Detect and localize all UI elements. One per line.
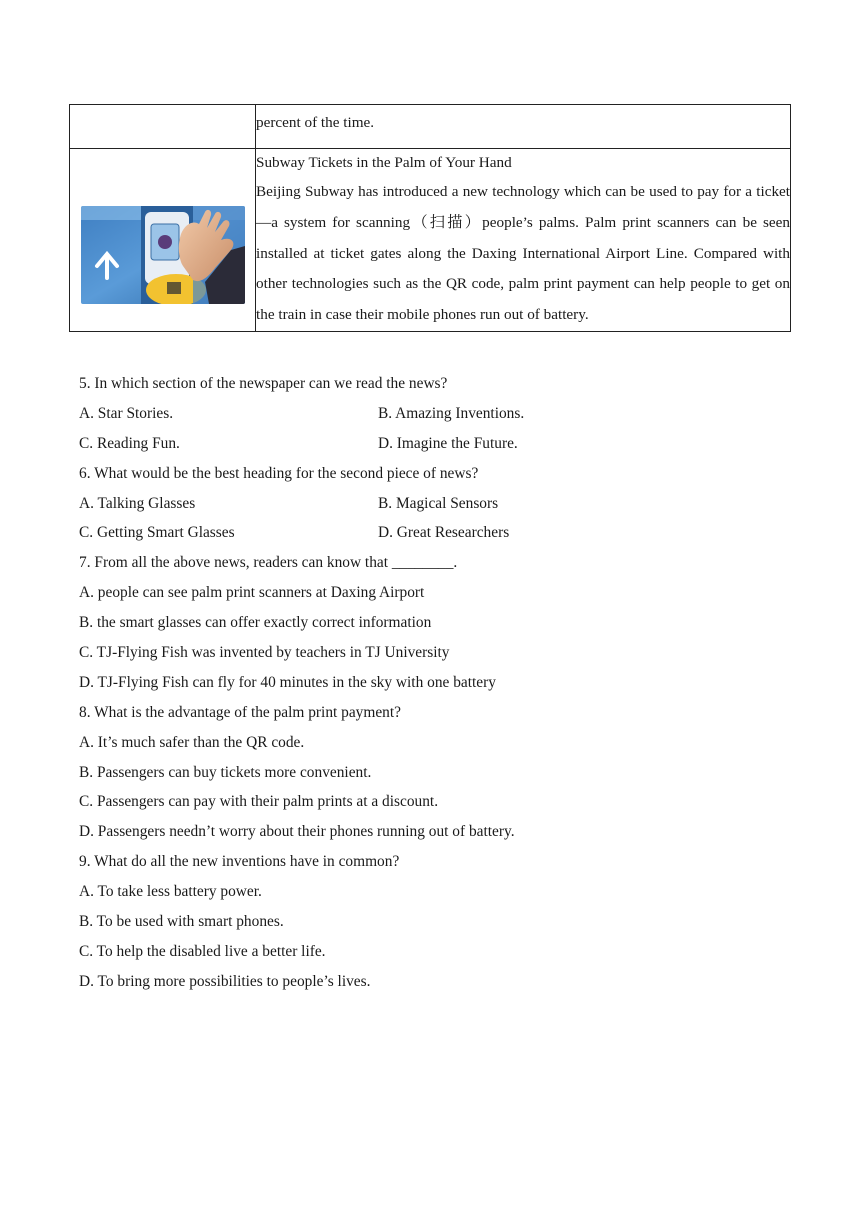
question-list <box>79 369 799 997</box>
news-row-subway <box>70 149 791 332</box>
palm-print-scanner-photo <box>81 206 245 304</box>
option-6c: C. Getting Smart Glasses <box>79 524 235 542</box>
option-5b: B. Amazing Inventions. <box>378 404 525 422</box>
question-stem-8: 8. What is the advantage of the palm print payment? <box>79 703 401 721</box>
question-stem-9: 9. What do all the new inventions have in common? <box>79 853 400 871</box>
option-6d: D. Great Researchers <box>378 524 510 542</box>
option-7b: B. the smart glasses can offer exactly correct information <box>79 614 432 632</box>
option-7c: C. TJ-Flying Fish was invented by teachers in TJ University <box>79 644 450 662</box>
news-table <box>69 104 791 332</box>
option-7d: D. TJ-Flying Fish can fly for 40 minutes in the sky with one battery <box>79 673 496 691</box>
option-row <box>79 429 799 459</box>
option-5c: C. Reading Fun. <box>79 434 180 452</box>
option-row <box>79 518 799 548</box>
news-text-continued: percent of the time. <box>256 105 791 149</box>
option-9b: B. To be used with smart phones. <box>79 913 284 931</box>
option-8d: D. Passengers needn’t worry about their phones running out of battery. <box>79 823 515 841</box>
option-row <box>79 399 799 429</box>
option-7a: A. people can see palm print scanners at Daxing Airport <box>79 584 425 602</box>
option-8c: C. Passengers can pay with their palm prints at a discount. <box>79 793 439 811</box>
image-cell <box>70 149 256 332</box>
option-5a: A. Star Stories. <box>79 404 174 422</box>
question-stem-6: 6. What would be the best heading for the second piece of news? <box>79 464 479 482</box>
option-9a: A. To take less battery power. <box>79 883 262 901</box>
option-6b: B. Magical Sensors <box>378 494 499 512</box>
option-9c: C. To help the disabled live a better life. <box>79 942 326 960</box>
option-8b: B. Passengers can buy tickets more convenient. <box>79 763 372 781</box>
news-text-subway <box>256 149 791 332</box>
news-row-continued <box>70 105 791 149</box>
question-stem-5: 5. In which section of the newspaper can we read the news? <box>79 375 448 392</box>
image-cell-empty <box>70 105 256 149</box>
option-8a: A. It’s much safer than the QR code. <box>79 733 305 751</box>
option-6a: A. Talking Glasses <box>79 494 196 512</box>
news-body: Beijing Subway has introduced a new technology which can be used to pay for a ticket—a system for scanning（扫描）people’s palms. Palm print scanners can be seen installed at ticket gates along the Daxing International Airport Line. Compared with other technologies such as the QR code, palm print payment can help people to get on the train in case their mobile phones run out of battery. <box>256 183 790 324</box>
option-row <box>79 489 799 519</box>
question-stem-7: 7. From all the above news, readers can know that ________. <box>79 554 458 572</box>
option-5d: D. Imagine the Future. <box>378 434 518 452</box>
option-9d: D. To bring more possibilities to people’s lives. <box>79 972 371 990</box>
news-title: Subway Tickets in the Palm of Your Hand <box>256 154 512 171</box>
